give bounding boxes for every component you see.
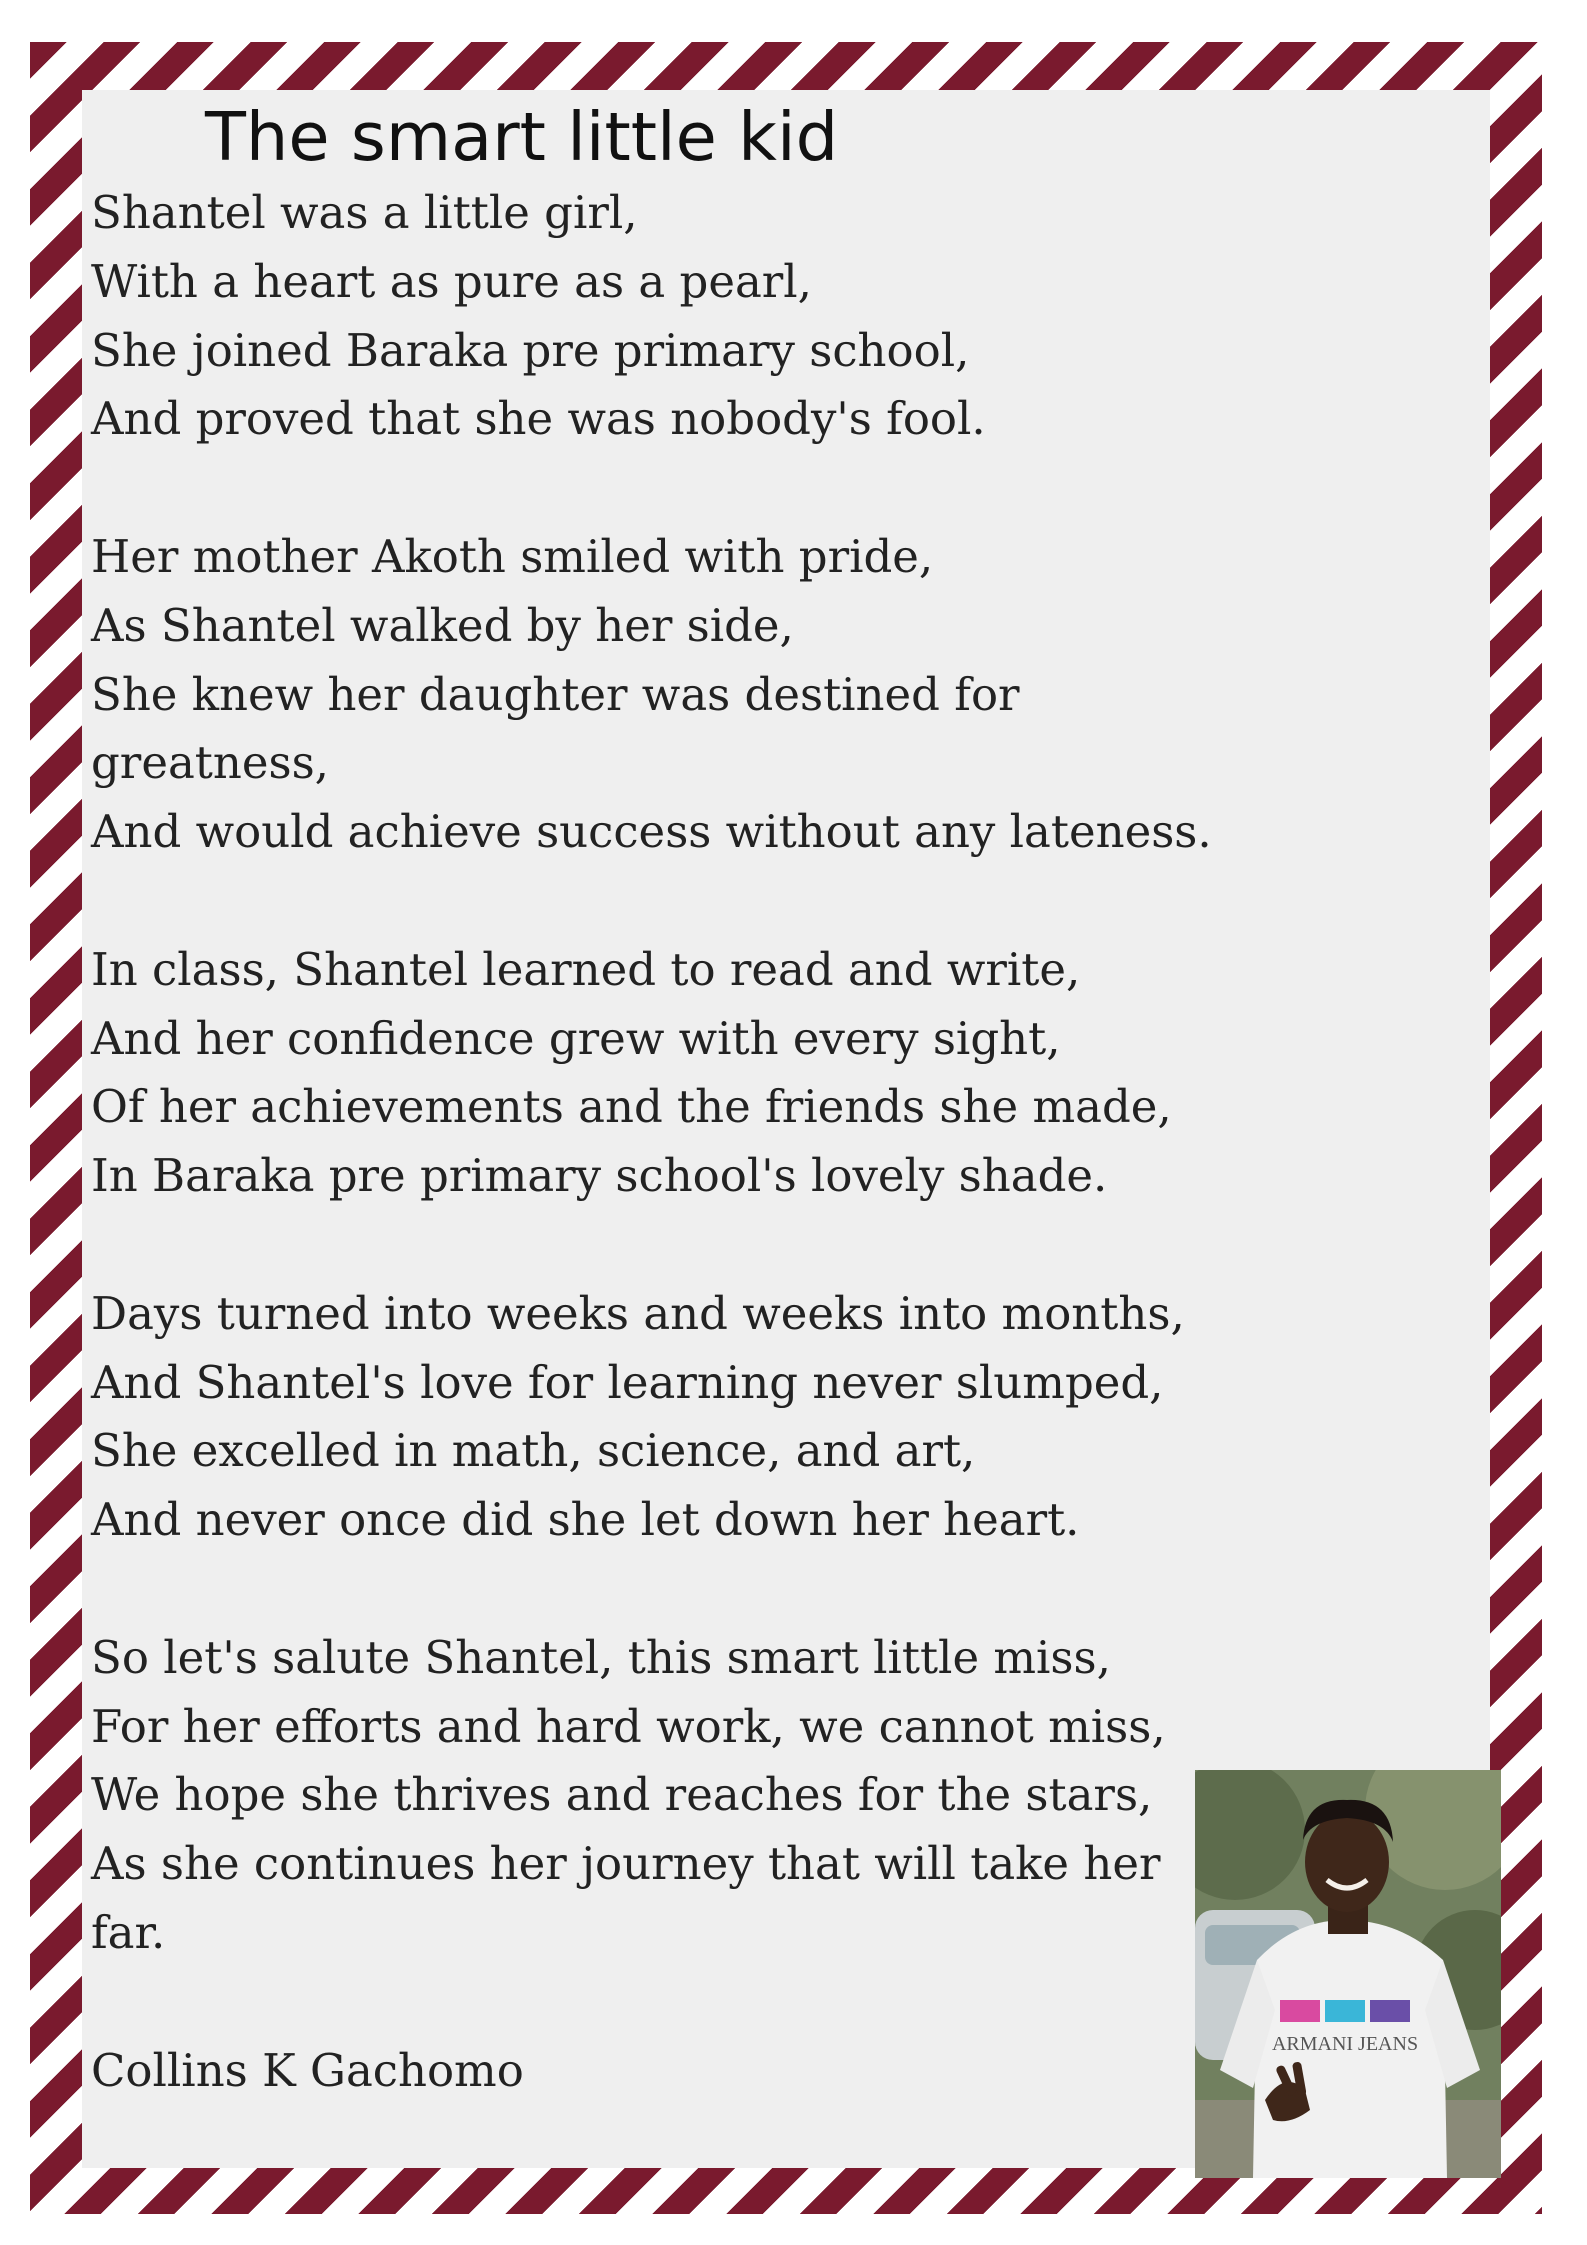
poem-line: So let's salute Shantel, this smart little miss, (91, 1630, 1111, 1684)
poem-line: Days turned into weeks and weeks into months, (91, 1286, 1185, 1340)
poem-line: And Shantel's love for learning never slumped, (91, 1355, 1164, 1409)
poem-line: We hope she thrives and reaches for the stars, (91, 1768, 1153, 1822)
poem-line: In class, Shantel learned to read and write, (91, 942, 1081, 996)
stanza (91, 179, 1211, 454)
poem-line: She knew her daughter was destined for (91, 667, 1020, 721)
poem-body (91, 179, 1211, 2105)
author-signature: Collins K Gachomo (91, 2043, 524, 2097)
poem-line: In Baraka pre primary school's lovely shade. (91, 1149, 1108, 1203)
poem-line: far. (91, 1905, 166, 1959)
poem-title: The smart little kid (205, 98, 839, 176)
poem-line: As Shantel walked by her side, (91, 598, 794, 652)
poem-line: As she continues her journey that will take her (91, 1837, 1161, 1891)
poem-line: For her efforts and hard work, we cannot miss, (91, 1699, 1166, 1753)
stanza (91, 1624, 1211, 1968)
poem-line: And proved that she was nobody's fool. (91, 392, 986, 446)
poem-line: Of her achievements and the friends she made, (91, 1080, 1172, 1134)
stanza (91, 936, 1211, 1211)
shirt-logo-text: ARMANI JEANS (1271, 2033, 1419, 2055)
poem-line: She excelled in math, science, and art, (91, 1424, 976, 1478)
poem-line: Shantel was a little girl, (91, 186, 638, 239)
author-photo (1195, 1770, 1501, 2178)
poem-line: Her mother Akoth smiled with pride, (91, 529, 934, 583)
poem-line: And never once did she let down her heart. (91, 1493, 1080, 1547)
poem-line: And her confidence grew with every sight, (91, 1011, 1061, 1065)
poem-line: And would achieve success without any lateness. (91, 805, 1212, 859)
poem-line: With a heart as pure as a pearl, (91, 254, 812, 308)
stanza (91, 1280, 1211, 1555)
stanza (91, 523, 1211, 867)
poem-line: She joined Baraka pre primary school, (91, 323, 970, 377)
poem-line: greatness, (91, 736, 329, 790)
